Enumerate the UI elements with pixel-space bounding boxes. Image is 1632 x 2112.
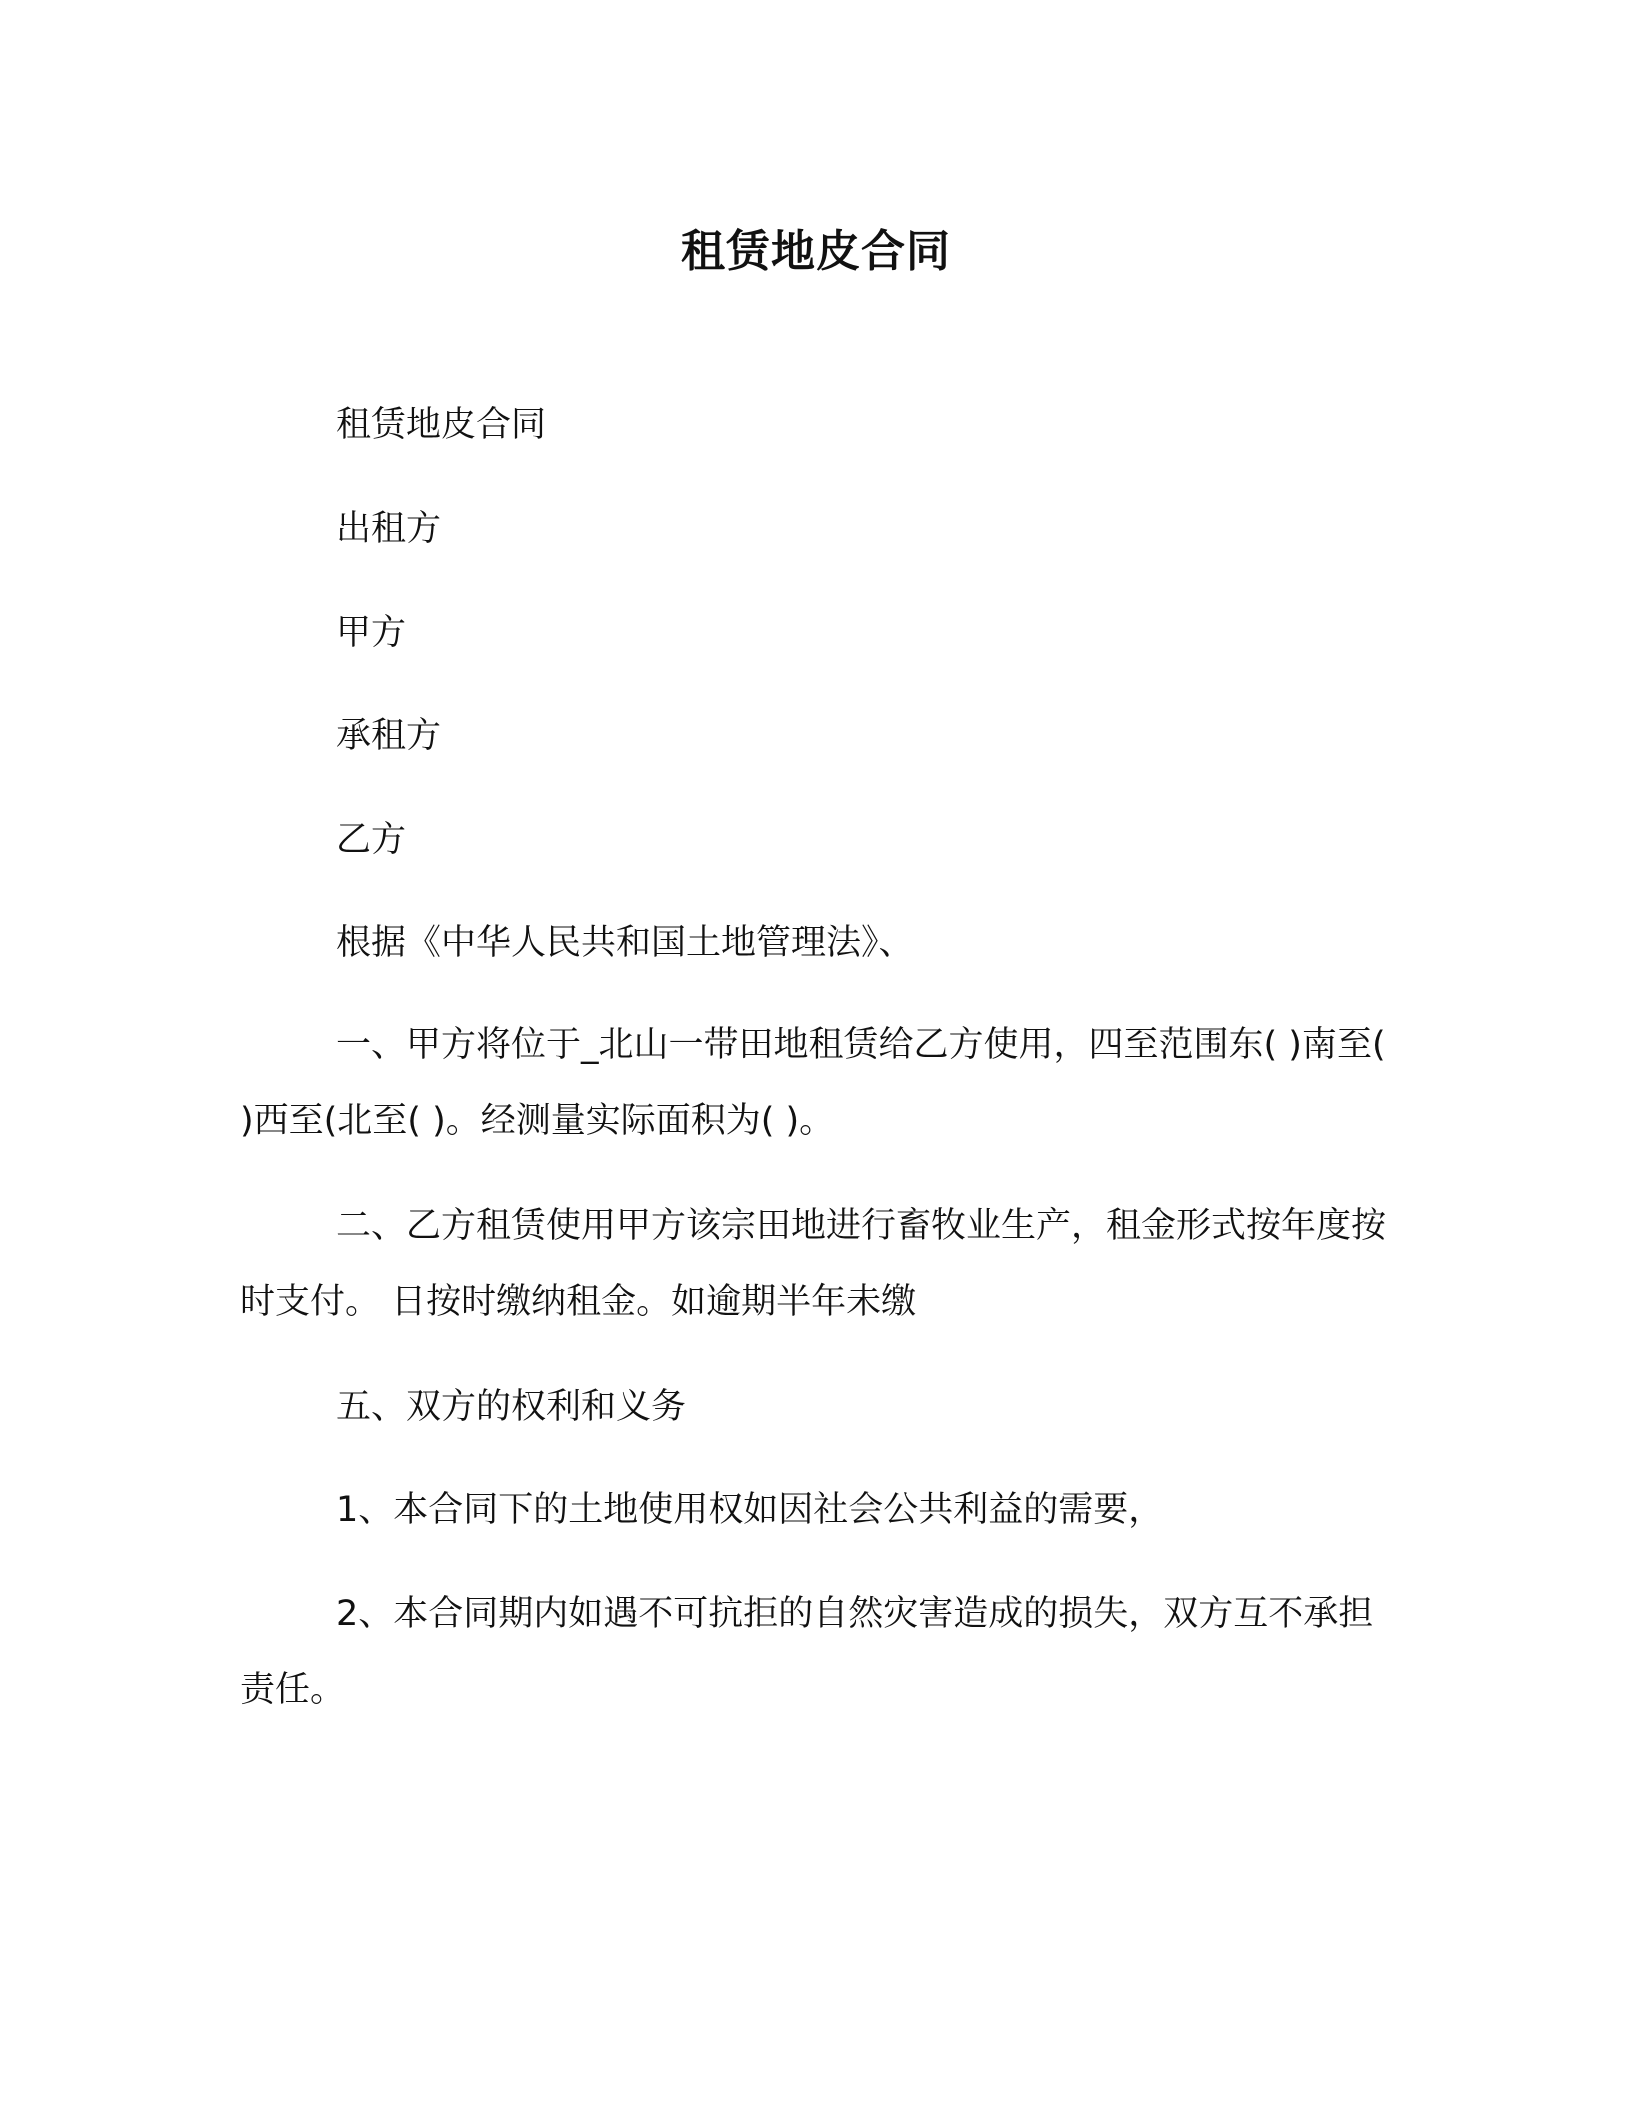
paragraph-item-2: 2、本合同期内如遇不可抗拒的自然灾害造成的损失，双方互不承担责任。: [240, 1594, 1374, 1710]
paragraph-clause-2: 二、乙方租赁使用甲方该宗田地进行畜牧业生产，租金形式按年度按时支付。 日按时缴纳租金。如逾期半年未缴: [240, 1206, 1387, 1322]
paragraph-lessee: 承租方: [336, 716, 442, 756]
paragraph-party-b: 乙方: [336, 820, 407, 860]
paragraph-clause-1: 一、甲方将位于_北山一带田地租赁给乙方使用，四至范围东( )南至( )西至(北至( )。经测量实际面积为( )。: [240, 1025, 1386, 1141]
paragraph-contract-name: 租赁地皮合同: [336, 405, 547, 445]
document-title: 租赁地皮合同: [681, 226, 951, 277]
paragraph-item-1: 1、本合同下的土地使用权如因社会公共利益的需要，: [336, 1490, 1164, 1530]
paragraph-lessor: 出租方: [336, 509, 442, 549]
paragraph-legal-basis: 根据《中华人民共和国土地管理法》、: [336, 923, 914, 963]
paragraph-clause-5-heading: 五、双方的权利和义务: [336, 1387, 687, 1427]
paragraph-party-a: 甲方: [336, 613, 407, 653]
